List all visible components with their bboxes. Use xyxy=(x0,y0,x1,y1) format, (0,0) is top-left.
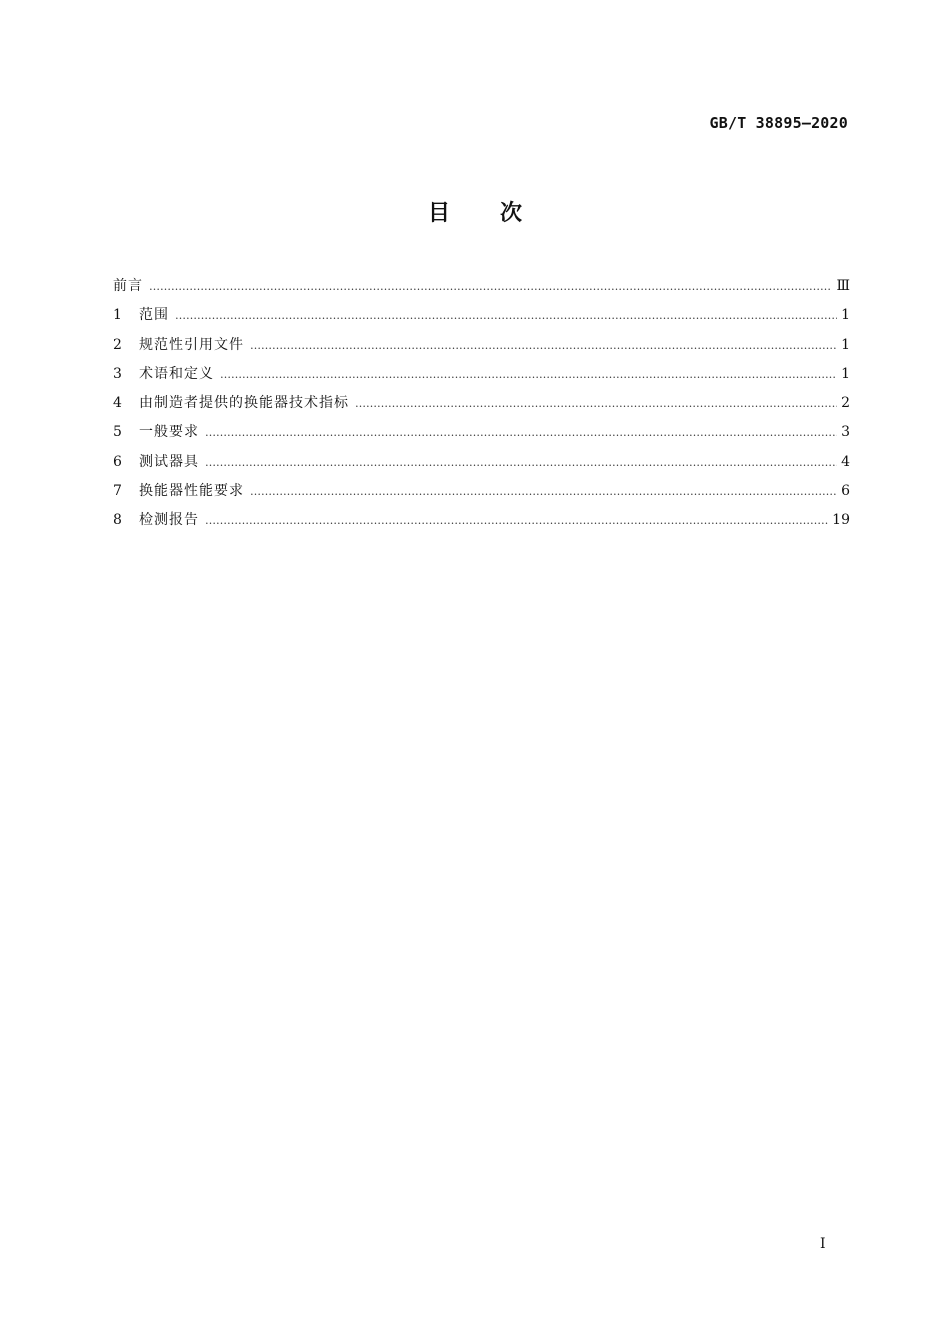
toc-entry-label: 范围 xyxy=(139,307,169,324)
toc-leader-dots xyxy=(205,506,828,535)
toc-entry-6[interactable] xyxy=(113,448,850,477)
toc-entry-7[interactable] xyxy=(113,477,850,506)
page-number: I xyxy=(820,1236,826,1252)
toc-entry-label: 由制造者提供的换能器技术指标 xyxy=(139,395,349,412)
toc-leader-dots xyxy=(355,389,837,418)
toc-entry-1[interactable] xyxy=(113,301,850,330)
toc-entry-4[interactable] xyxy=(113,389,850,418)
toc-leader-dots xyxy=(205,418,837,447)
toc-entry-page: 19 xyxy=(832,512,850,529)
toc-entry-page: 6 xyxy=(841,483,850,500)
standard-number: GB/T 38895—2020 xyxy=(709,114,848,132)
toc-entry-label: 术语和定义 xyxy=(139,365,214,382)
toc-leader-dots xyxy=(250,331,837,360)
toc-entry-page: 1 xyxy=(841,365,850,382)
toc-entry-number: 5 xyxy=(113,424,122,441)
toc-entry-number: 1 xyxy=(113,307,122,324)
toc-entry-number: 7 xyxy=(113,483,122,500)
page-title: 目次 xyxy=(427,201,572,226)
toc-entry-label: 换能器性能要求 xyxy=(139,483,244,500)
toc-entry-2[interactable] xyxy=(113,331,850,360)
toc-entry-number: 4 xyxy=(113,395,122,412)
toc-entry-label: 测试器具 xyxy=(139,453,199,470)
toc-leader-dots xyxy=(149,272,832,301)
toc-entry-page: 1 xyxy=(841,336,850,353)
toc-leader-dots xyxy=(250,477,837,506)
toc-entry-label: 前言 xyxy=(113,278,143,294)
toc-entry-number: 2 xyxy=(113,336,122,353)
toc-entry-label: 一般要求 xyxy=(139,424,199,441)
toc-entry-foreword[interactable] xyxy=(113,272,850,301)
toc-leader-dots xyxy=(220,360,837,389)
table-of-contents xyxy=(113,272,850,536)
toc-entry-8[interactable] xyxy=(113,506,850,535)
toc-entry-page: 4 xyxy=(841,453,850,470)
toc-entry-page: 3 xyxy=(841,424,850,441)
toc-entry-number: 6 xyxy=(113,453,122,470)
toc-leader-dots xyxy=(205,448,837,477)
toc-entry-page: 2 xyxy=(841,395,850,412)
toc-entry-number: 3 xyxy=(113,365,122,382)
toc-entry-number: 8 xyxy=(113,512,122,529)
toc-entry-label: 规范性引用文件 xyxy=(139,336,244,353)
toc-leader-dots xyxy=(175,301,837,330)
toc-entry-label: 检测报告 xyxy=(139,512,199,529)
toc-entry-page: Ⅲ xyxy=(836,278,850,294)
toc-entry-page: 1 xyxy=(841,307,850,324)
toc-entry-5[interactable] xyxy=(113,418,850,447)
toc-entry-3[interactable] xyxy=(113,360,850,389)
